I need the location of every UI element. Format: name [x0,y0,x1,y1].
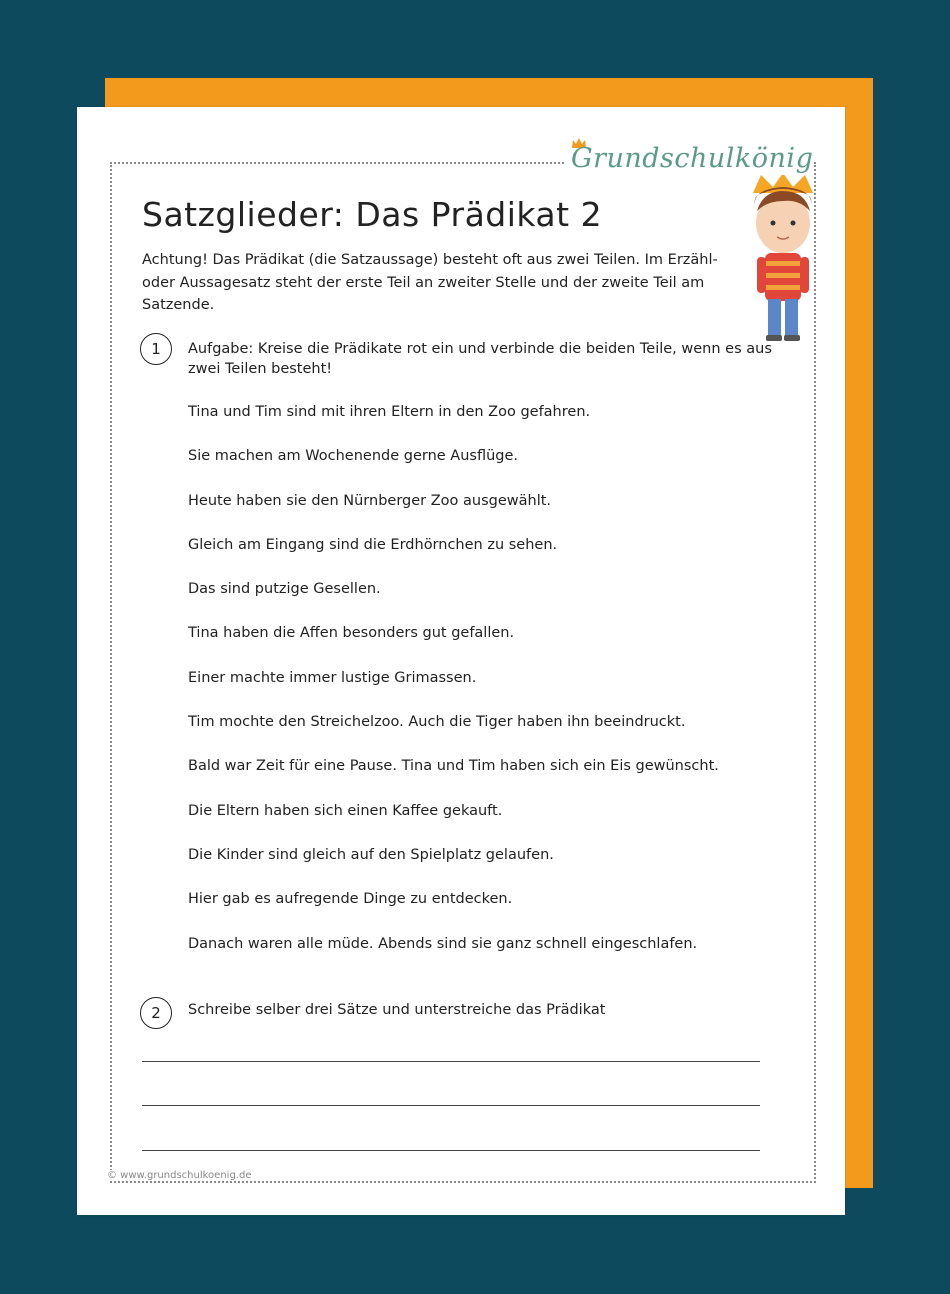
task1-instruction: Aufgabe: Kreise die Prädikate rot ein und verbinde die beiden Teile, wenn es aus zwei Teilen besteht! [188,341,772,377]
intro-note: Achtung! Das Prädikat (die Satzaussage) besteht oft aus zwei Teilen. Im Erzähl- oder Aussagesatz steht der erste Teil an zweiter Stelle und der zweite Teil am Satzende. [142,252,718,313]
task-number-badge: 1 [140,333,172,365]
sentence-item: Gleich am Eingang sind die Erdhörnchen zu sehen. [188,536,558,553]
sentence-item: Heute haben sie den Nürnberger Zoo ausgewählt. [188,492,552,509]
sentence-item: Einer machte immer lustige Grimassen. [188,669,477,686]
sentence-item: Sie machen am Wochenende gerne Ausflüge. [188,448,519,465]
worksheet-page [77,107,845,1215]
writing-line [142,1105,760,1106]
sentence-item: Tina haben die Affen besonders gut gefallen. [188,625,515,642]
brand-logo: Grundschulkönig [571,143,814,174]
sentence-item: Bald war Zeit für eine Pause. Tina und Tim haben sich ein Eis gewünscht. [188,758,719,775]
sentence-item: Tim mochte den Streichelzoo. Auch die Tiger haben ihn beeindruckt. [188,714,686,731]
sentence-item: Tina und Tim sind mit ihren Eltern in den Zoo gefahren. [188,404,591,420]
boy-with-crown-illustration [733,175,833,345]
sentence-item: Das sind putzige Gesellen. [188,581,381,598]
writing-line [142,1150,760,1151]
sentence-item: Danach waren alle müde. Abends sind sie ganz schnell eingeschlafen. [188,935,698,952]
sentence-list [188,401,788,977]
sentence-item: Die Eltern haben sich einen Kaffee gekauft. [188,802,503,819]
sentence-item: Die Kinder sind gleich auf den Spielplatz gelaufen. [188,846,554,863]
task-number-badge: 2 [140,997,172,1029]
task2-instruction: Schreibe selber drei Sätze und unterstreiche das Prädikat [188,1002,606,1018]
copyright-footer: © www.grundschulkoenig.de [107,1170,257,1181]
writing-line [142,1061,760,1062]
sentence-item: Hier gab es aufregende Dinge zu entdecken. [188,891,513,908]
worksheet-title: Satzglieder: Das Prädikat 2 [142,195,603,234]
